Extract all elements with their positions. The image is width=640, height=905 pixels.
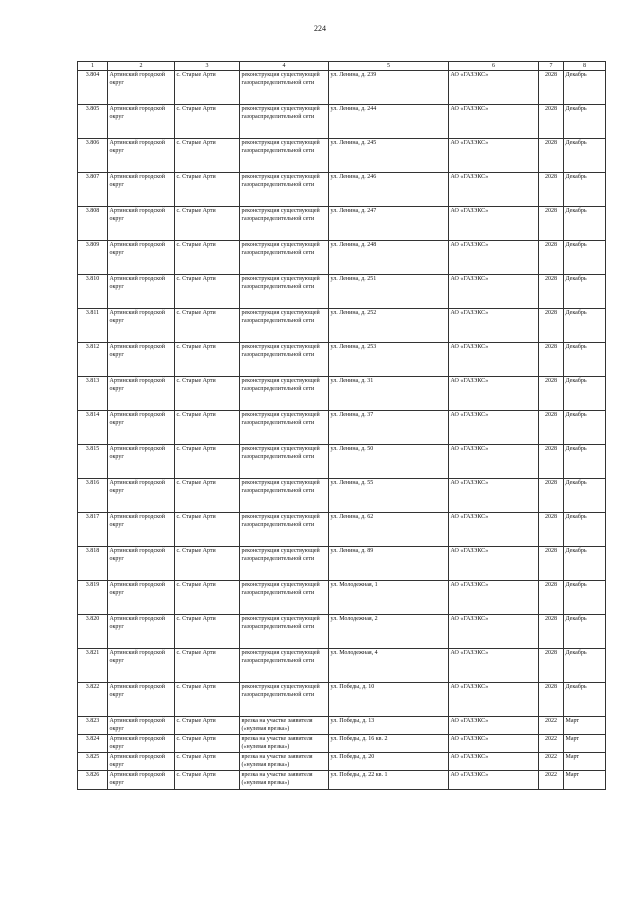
registry-table <box>77 61 606 790</box>
work-type-cell: реконструкция существующей газораспределительной сети <box>240 139 329 173</box>
address-cell: ул. Ленина, д. 239 <box>329 71 449 105</box>
address-cell: ул. Ленина, д. 245 <box>329 139 449 173</box>
district-cell: Артинский городской округ <box>108 753 175 771</box>
locality-cell: с. Старые Арти <box>175 309 240 343</box>
table-row <box>78 615 606 649</box>
district-cell: Артинский городской округ <box>108 173 175 207</box>
locality-cell: с. Старые Арти <box>175 275 240 309</box>
organization-cell: АО «ГАЗЭКС» <box>449 717 539 735</box>
locality-cell: с. Старые Арти <box>175 71 240 105</box>
row-number-cell: 3.814 <box>78 411 108 445</box>
work-type-cell: реконструкция существующей газораспределительной сети <box>240 445 329 479</box>
district-cell: Артинский городской округ <box>108 411 175 445</box>
year-cell: 2028 <box>539 275 564 309</box>
table-row <box>78 377 606 411</box>
locality-cell: с. Старые Арти <box>175 105 240 139</box>
year-cell: 2028 <box>539 139 564 173</box>
table-row <box>78 581 606 615</box>
address-cell: ул. Ленина, д. 55 <box>329 479 449 513</box>
district-cell: Артинский городской округ <box>108 275 175 309</box>
locality-cell: с. Старые Арти <box>175 615 240 649</box>
organization-cell: АО «ГАЗЭКС» <box>449 173 539 207</box>
month-cell: Декабрь <box>564 377 606 411</box>
address-cell: ул. Победы, д. 16 кв. 2 <box>329 735 449 753</box>
column-header: 5 <box>329 62 449 71</box>
year-cell: 2028 <box>539 71 564 105</box>
district-cell: Артинский городской округ <box>108 649 175 683</box>
row-number-cell: 3.812 <box>78 343 108 377</box>
month-cell: Декабрь <box>564 513 606 547</box>
table-row <box>78 649 606 683</box>
address-cell: ул. Ленина, д. 244 <box>329 105 449 139</box>
row-number-cell: 3.816 <box>78 479 108 513</box>
locality-cell: с. Старые Арти <box>175 241 240 275</box>
district-cell: Артинский городской округ <box>108 735 175 753</box>
work-type-cell: реконструкция существующей газораспределительной сети <box>240 71 329 105</box>
work-type-cell: врезка на участке заявителя («нулевая врезка») <box>240 771 329 790</box>
address-cell: ул. Ленина, д. 89 <box>329 547 449 581</box>
address-cell: ул. Ленина, д. 251 <box>329 275 449 309</box>
work-type-cell: реконструкция существующей газораспределительной сети <box>240 581 329 615</box>
row-number-cell: 3.815 <box>78 445 108 479</box>
locality-cell: с. Старые Арти <box>175 771 240 790</box>
year-cell: 2022 <box>539 771 564 790</box>
organization-cell: АО «ГАЗЭКС» <box>449 343 539 377</box>
address-cell: ул. Молодежная, 1 <box>329 581 449 615</box>
locality-cell: с. Старые Арти <box>175 377 240 411</box>
year-cell: 2022 <box>539 717 564 735</box>
district-cell: Артинский городской округ <box>108 207 175 241</box>
column-header: 1 <box>78 62 108 71</box>
row-number-cell: 3.811 <box>78 309 108 343</box>
address-cell: ул. Победы, д. 20 <box>329 753 449 771</box>
month-cell: Март <box>564 753 606 771</box>
district-cell: Артинский городской округ <box>108 139 175 173</box>
address-cell: ул. Ленина, д. 31 <box>329 377 449 411</box>
table-row <box>78 309 606 343</box>
month-cell: Декабрь <box>564 173 606 207</box>
table-row <box>78 683 606 717</box>
table-row <box>78 735 606 753</box>
column-header: 7 <box>539 62 564 71</box>
year-cell: 2028 <box>539 207 564 241</box>
month-cell: Декабрь <box>564 309 606 343</box>
table-row <box>78 275 606 309</box>
table-row <box>78 173 606 207</box>
organization-cell: АО «ГАЗЭКС» <box>449 479 539 513</box>
organization-cell: АО «ГАЗЭКС» <box>449 411 539 445</box>
address-cell: ул. Ленина, д. 246 <box>329 173 449 207</box>
year-cell: 2028 <box>539 309 564 343</box>
organization-cell: АО «ГАЗЭКС» <box>449 735 539 753</box>
row-number-cell: 3.817 <box>78 513 108 547</box>
organization-cell: АО «ГАЗЭКС» <box>449 275 539 309</box>
district-cell: Артинский городской округ <box>108 71 175 105</box>
row-number-cell: 3.809 <box>78 241 108 275</box>
month-cell: Декабрь <box>564 649 606 683</box>
address-cell: ул. Ленина, д. 62 <box>329 513 449 547</box>
row-number-cell: 3.807 <box>78 173 108 207</box>
month-cell: Декабрь <box>564 275 606 309</box>
locality-cell: с. Старые Арти <box>175 735 240 753</box>
month-cell: Декабрь <box>564 445 606 479</box>
address-cell: ул. Ленина, д. 248 <box>329 241 449 275</box>
table-row <box>78 343 606 377</box>
locality-cell: с. Старые Арти <box>175 173 240 207</box>
year-cell: 2022 <box>539 735 564 753</box>
table-row <box>78 753 606 771</box>
year-cell: 2028 <box>539 377 564 411</box>
address-cell: ул. Ленина, д. 50 <box>329 445 449 479</box>
month-cell: Декабрь <box>564 411 606 445</box>
district-cell: Артинский городской округ <box>108 547 175 581</box>
month-cell: Декабрь <box>564 241 606 275</box>
address-cell: ул. Ленина, д. 253 <box>329 343 449 377</box>
month-cell: Декабрь <box>564 615 606 649</box>
month-cell: Март <box>564 717 606 735</box>
work-type-cell: реконструкция существующей газораспределительной сети <box>240 411 329 445</box>
year-cell: 2028 <box>539 683 564 717</box>
organization-cell: АО «ГАЗЭКС» <box>449 581 539 615</box>
district-cell: Артинский городской округ <box>108 479 175 513</box>
district-cell: Артинский городской округ <box>108 581 175 615</box>
work-type-cell: реконструкция существующей газораспределительной сети <box>240 649 329 683</box>
address-cell: ул. Победы, д. 13 <box>329 717 449 735</box>
address-cell: ул. Молодежная, 2 <box>329 615 449 649</box>
district-cell: Артинский городской округ <box>108 683 175 717</box>
district-cell: Артинский городской округ <box>108 771 175 790</box>
month-cell: Декабрь <box>564 343 606 377</box>
registry-body <box>78 71 606 790</box>
table-row <box>78 771 606 790</box>
work-type-cell: реконструкция существующей газораспределительной сети <box>240 547 329 581</box>
work-type-cell: реконструкция существующей газораспределительной сети <box>240 377 329 411</box>
header-row <box>78 62 606 71</box>
year-cell: 2028 <box>539 615 564 649</box>
organization-cell: АО «ГАЗЭКС» <box>449 207 539 241</box>
locality-cell: с. Старые Арти <box>175 513 240 547</box>
work-type-cell: врезка на участке заявителя («нулевая врезка») <box>240 717 329 735</box>
organization-cell: АО «ГАЗЭКС» <box>449 309 539 343</box>
month-cell: Декабрь <box>564 105 606 139</box>
work-type-cell: реконструкция существующей газораспределительной сети <box>240 309 329 343</box>
table-row <box>78 513 606 547</box>
table-row <box>78 105 606 139</box>
locality-cell: с. Старые Арти <box>175 445 240 479</box>
year-cell: 2028 <box>539 445 564 479</box>
year-cell: 2022 <box>539 753 564 771</box>
locality-cell: с. Старые Арти <box>175 581 240 615</box>
organization-cell: АО «ГАЗЭКС» <box>449 445 539 479</box>
month-cell: Декабрь <box>564 139 606 173</box>
district-cell: Артинский городской округ <box>108 343 175 377</box>
column-header: 6 <box>449 62 539 71</box>
table-row <box>78 717 606 735</box>
year-cell: 2028 <box>539 105 564 139</box>
page-number: 224 <box>314 24 326 33</box>
row-number-cell: 3.822 <box>78 683 108 717</box>
row-number-cell: 3.806 <box>78 139 108 173</box>
organization-cell: АО «ГАЗЭКС» <box>449 649 539 683</box>
column-header: 2 <box>108 62 175 71</box>
organization-cell: АО «ГАЗЭКС» <box>449 513 539 547</box>
row-number-cell: 3.810 <box>78 275 108 309</box>
month-cell: Декабрь <box>564 581 606 615</box>
address-cell: ул. Победы, д. 22 кв. 1 <box>329 771 449 790</box>
year-cell: 2028 <box>539 343 564 377</box>
month-cell: Март <box>564 735 606 753</box>
row-number-cell: 3.808 <box>78 207 108 241</box>
month-cell: Март <box>564 771 606 790</box>
row-number-cell: 3.823 <box>78 717 108 735</box>
address-cell: ул. Молодежная, 4 <box>329 649 449 683</box>
row-number-cell: 3.818 <box>78 547 108 581</box>
organization-cell: АО «ГАЗЭКС» <box>449 241 539 275</box>
district-cell: Артинский городской округ <box>108 513 175 547</box>
organization-cell: АО «ГАЗЭКС» <box>449 547 539 581</box>
row-number-cell: 3.825 <box>78 753 108 771</box>
month-cell: Декабрь <box>564 479 606 513</box>
organization-cell: АО «ГАЗЭКС» <box>449 377 539 411</box>
locality-cell: с. Старые Арти <box>175 547 240 581</box>
organization-cell: АО «ГАЗЭКС» <box>449 683 539 717</box>
work-type-cell: реконструкция существующей газораспределительной сети <box>240 479 329 513</box>
address-cell: ул. Ленина, д. 252 <box>329 309 449 343</box>
table-row <box>78 71 606 105</box>
row-number-cell: 3.813 <box>78 377 108 411</box>
organization-cell: АО «ГАЗЭКС» <box>449 105 539 139</box>
locality-cell: с. Старые Арти <box>175 207 240 241</box>
year-cell: 2028 <box>539 513 564 547</box>
row-number-cell: 3.805 <box>78 105 108 139</box>
organization-cell: АО «ГАЗЭКС» <box>449 771 539 790</box>
year-cell: 2028 <box>539 649 564 683</box>
work-type-cell: реконструкция существующей газораспределительной сети <box>240 241 329 275</box>
month-cell: Декабрь <box>564 71 606 105</box>
table-row <box>78 241 606 275</box>
district-cell: Артинский городской округ <box>108 615 175 649</box>
row-number-cell: 3.820 <box>78 615 108 649</box>
locality-cell: с. Старые Арти <box>175 411 240 445</box>
year-cell: 2028 <box>539 173 564 207</box>
locality-cell: с. Старые Арти <box>175 343 240 377</box>
work-type-cell: реконструкция существующей газораспределительной сети <box>240 105 329 139</box>
work-type-cell: реконструкция существующей газораспределительной сети <box>240 207 329 241</box>
row-number-cell: 3.819 <box>78 581 108 615</box>
organization-cell: АО «ГАЗЭКС» <box>449 753 539 771</box>
address-cell: ул. Ленина, д. 247 <box>329 207 449 241</box>
column-header: 4 <box>240 62 329 71</box>
organization-cell: АО «ГАЗЭКС» <box>449 71 539 105</box>
district-cell: Артинский городской округ <box>108 309 175 343</box>
table-row <box>78 445 606 479</box>
row-number-cell: 3.821 <box>78 649 108 683</box>
address-cell: ул. Победы, д. 10 <box>329 683 449 717</box>
row-number-cell: 3.826 <box>78 771 108 790</box>
work-type-cell: реконструкция существующей газораспределительной сети <box>240 173 329 207</box>
work-type-cell: реконструкция существующей газораспределительной сети <box>240 275 329 309</box>
table-row <box>78 207 606 241</box>
locality-cell: с. Старые Арти <box>175 683 240 717</box>
locality-cell: с. Старые Арти <box>175 717 240 735</box>
row-number-cell: 3.824 <box>78 735 108 753</box>
column-header: 3 <box>175 62 240 71</box>
address-cell: ул. Ленина, д. 37 <box>329 411 449 445</box>
work-type-cell: реконструкция существующей газораспределительной сети <box>240 513 329 547</box>
month-cell: Декабрь <box>564 207 606 241</box>
month-cell: Декабрь <box>564 683 606 717</box>
district-cell: Артинский городской округ <box>108 445 175 479</box>
work-type-cell: реконструкция существующей газораспределительной сети <box>240 615 329 649</box>
locality-cell: с. Старые Арти <box>175 649 240 683</box>
district-cell: Артинский городской округ <box>108 377 175 411</box>
district-cell: Артинский городской округ <box>108 241 175 275</box>
work-type-cell: реконструкция существующей газораспределительной сети <box>240 683 329 717</box>
year-cell: 2028 <box>539 479 564 513</box>
work-type-cell: реконструкция существующей газораспределительной сети <box>240 343 329 377</box>
table-row <box>78 139 606 173</box>
year-cell: 2028 <box>539 581 564 615</box>
row-number-cell: 3.804 <box>78 71 108 105</box>
locality-cell: с. Старые Арти <box>175 479 240 513</box>
organization-cell: АО «ГАЗЭКС» <box>449 615 539 649</box>
district-cell: Артинский городской округ <box>108 105 175 139</box>
locality-cell: с. Старые Арти <box>175 753 240 771</box>
table-row <box>78 411 606 445</box>
year-cell: 2028 <box>539 411 564 445</box>
locality-cell: с. Старые Арти <box>175 139 240 173</box>
district-cell: Артинский городской округ <box>108 717 175 735</box>
column-header: 8 <box>564 62 606 71</box>
year-cell: 2028 <box>539 547 564 581</box>
table-row <box>78 547 606 581</box>
work-type-cell: врезка на участке заявителя («нулевая врезка») <box>240 753 329 771</box>
organization-cell: АО «ГАЗЭКС» <box>449 139 539 173</box>
table-row <box>78 479 606 513</box>
work-type-cell: врезка на участке заявителя («нулевая врезка») <box>240 735 329 753</box>
year-cell: 2028 <box>539 241 564 275</box>
month-cell: Декабрь <box>564 547 606 581</box>
